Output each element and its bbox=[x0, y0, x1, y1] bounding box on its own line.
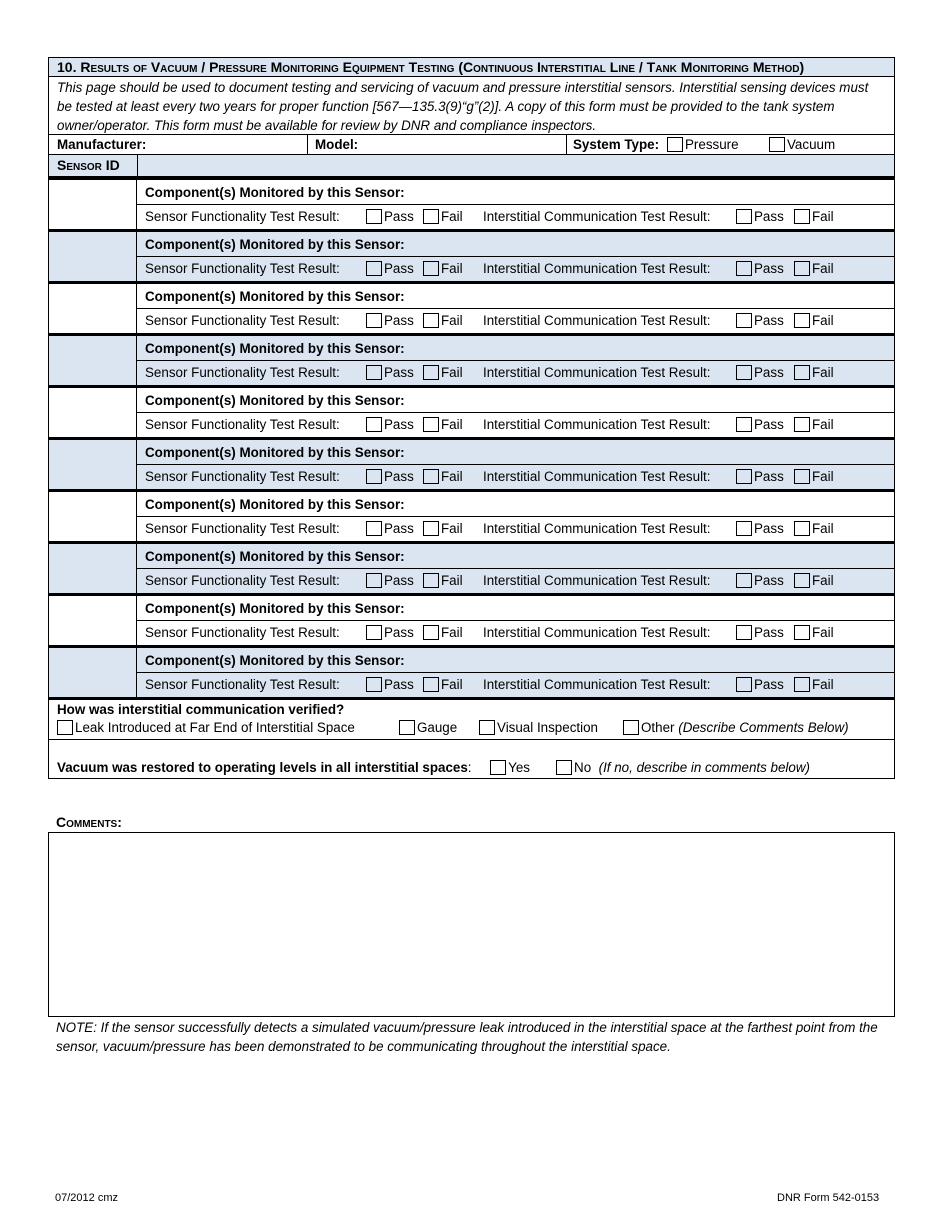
sensor-row bbox=[48, 593, 895, 645]
system-type-pressure-option[interactable]: Pressure bbox=[667, 135, 739, 154]
test-results-row bbox=[137, 257, 894, 281]
communication-fail-checkbox[interactable] bbox=[794, 521, 810, 536]
communication-pass-option[interactable]: Pass bbox=[736, 569, 784, 593]
sensor-id-input[interactable] bbox=[49, 596, 137, 645]
test-results-row bbox=[137, 621, 894, 645]
test-results-row bbox=[137, 413, 894, 437]
sensor-id-input[interactable] bbox=[49, 492, 137, 541]
functionality-label: Sensor Functionality Test Result: bbox=[145, 521, 340, 536]
functionality-pass-checkbox[interactable] bbox=[366, 677, 382, 692]
test-results-row bbox=[137, 309, 894, 333]
components-monitored-field[interactable] bbox=[137, 336, 894, 361]
yes-checkbox[interactable] bbox=[490, 760, 506, 775]
functionality-label: Sensor Functionality Test Result: bbox=[145, 573, 340, 588]
communication-label: Interstitial Communication Test Result: bbox=[483, 521, 711, 536]
components-monitored-label: Component(s) Monitored by this Sensor: bbox=[145, 549, 405, 564]
sensor-id-input[interactable] bbox=[49, 284, 137, 333]
functionality-fail-checkbox[interactable] bbox=[423, 417, 439, 432]
communication-fail-checkbox[interactable] bbox=[794, 365, 810, 380]
communication-fail-option[interactable]: Fail bbox=[794, 413, 834, 437]
communication-fail-option[interactable]: Fail bbox=[794, 569, 834, 593]
communication-fail-option[interactable]: Fail bbox=[794, 465, 834, 489]
components-monitored-field[interactable] bbox=[137, 492, 894, 517]
functionality-label: Sensor Functionality Test Result: bbox=[145, 417, 340, 432]
communication-pass-option[interactable]: Pass bbox=[736, 621, 784, 645]
sensor-id-input[interactable] bbox=[49, 180, 137, 229]
section-title-text: Results of Vacuum / Pressure Monitoring Equipment Testing bbox=[80, 59, 455, 75]
components-monitored-field[interactable] bbox=[137, 544, 894, 569]
functionality-fail-checkbox[interactable] bbox=[423, 313, 439, 328]
test-results-row bbox=[137, 517, 894, 541]
functionality-fail-checkbox[interactable] bbox=[423, 469, 439, 484]
option-gauge[interactable]: Gauge bbox=[399, 719, 457, 737]
comments-textarea[interactable] bbox=[48, 832, 895, 1017]
functionality-pass-option[interactable]: Pass bbox=[366, 465, 414, 489]
functionality-fail-option[interactable]: Fail bbox=[423, 205, 463, 229]
sensor-row bbox=[48, 385, 895, 437]
sensor-row bbox=[48, 177, 895, 229]
communication-label: Interstitial Communication Test Result: bbox=[483, 313, 711, 328]
option-visual-inspection[interactable]: Visual Inspection bbox=[479, 719, 598, 737]
no-checkbox[interactable] bbox=[556, 760, 572, 775]
functionality-label: Sensor Functionality Test Result: bbox=[145, 365, 340, 380]
functionality-fail-option[interactable]: Fail bbox=[423, 465, 463, 489]
functionality-fail-checkbox[interactable] bbox=[423, 573, 439, 588]
section-number: 10. bbox=[57, 59, 77, 75]
functionality-fail-option[interactable]: Fail bbox=[423, 413, 463, 437]
manufacturer-label: Manufacturer: bbox=[57, 137, 147, 152]
functionality-fail-option[interactable]: Fail bbox=[423, 673, 463, 697]
functionality-label: Sensor Functionality Test Result: bbox=[145, 313, 340, 328]
functionality-label: Sensor Functionality Test Result: bbox=[145, 677, 340, 692]
functionality-fail-checkbox[interactable] bbox=[423, 677, 439, 692]
components-monitored-label: Component(s) Monitored by this Sensor: bbox=[145, 497, 405, 512]
communication-label: Interstitial Communication Test Result: bbox=[483, 677, 711, 692]
functionality-pass-option[interactable]: Pass bbox=[366, 569, 414, 593]
communication-fail-checkbox[interactable] bbox=[794, 677, 810, 692]
communication-pass-checkbox[interactable] bbox=[736, 625, 752, 640]
functionality-fail-checkbox[interactable] bbox=[423, 521, 439, 536]
gauge-checkbox[interactable] bbox=[399, 720, 415, 735]
functionality-pass-checkbox[interactable] bbox=[366, 261, 382, 276]
components-monitored-label: Component(s) Monitored by this Sensor: bbox=[145, 445, 405, 460]
communication-fail-checkbox[interactable] bbox=[794, 573, 810, 588]
sensor-id-input[interactable] bbox=[49, 232, 137, 281]
functionality-fail-checkbox[interactable] bbox=[423, 365, 439, 380]
communication-pass-option[interactable]: Pass bbox=[736, 465, 784, 489]
communication-pass-option[interactable]: Pass bbox=[736, 205, 784, 229]
functionality-fail-option[interactable]: Fail bbox=[423, 257, 463, 281]
communication-fail-checkbox[interactable] bbox=[794, 469, 810, 484]
communication-pass-checkbox[interactable] bbox=[736, 521, 752, 536]
communication-pass-checkbox[interactable] bbox=[736, 677, 752, 692]
system-type-vacuum-option[interactable]: Vacuum bbox=[769, 135, 835, 154]
communication-pass-checkbox[interactable] bbox=[736, 469, 752, 484]
functionality-pass-option[interactable]: Pass bbox=[366, 517, 414, 541]
sensor-row bbox=[48, 281, 895, 333]
communication-fail-option[interactable]: Fail bbox=[794, 205, 834, 229]
pressure-checkbox[interactable] bbox=[667, 137, 683, 152]
section-subtitle: (Continuous Interstitial Line / Tank Monitoring Method) bbox=[458, 59, 805, 75]
communication-pass-option[interactable]: Pass bbox=[736, 309, 784, 333]
functionality-pass-checkbox[interactable] bbox=[366, 625, 382, 640]
communication-fail-checkbox[interactable] bbox=[794, 209, 810, 224]
test-results-row bbox=[137, 569, 894, 593]
components-monitored-field[interactable] bbox=[137, 232, 894, 257]
communication-fail-option[interactable]: Fail bbox=[794, 361, 834, 385]
sensor-id-input[interactable] bbox=[49, 388, 137, 437]
functionality-label: Sensor Functionality Test Result: bbox=[145, 625, 340, 640]
leak-introduced-checkbox[interactable] bbox=[57, 720, 73, 735]
functionality-fail-checkbox[interactable] bbox=[423, 209, 439, 224]
communication-fail-option[interactable]: Fail bbox=[794, 673, 834, 697]
sensor-id-input[interactable] bbox=[49, 440, 137, 489]
components-monitored-field[interactable] bbox=[137, 284, 894, 309]
communication-label: Interstitial Communication Test Result: bbox=[483, 625, 711, 640]
sensor-row bbox=[48, 229, 895, 281]
test-results-row bbox=[137, 205, 894, 229]
verification-section bbox=[48, 700, 895, 779]
communication-pass-checkbox[interactable] bbox=[736, 417, 752, 432]
no-note: (If no, describe in comments below) bbox=[598, 760, 810, 775]
communication-fail-option[interactable]: Fail bbox=[794, 257, 834, 281]
components-monitored-label: Component(s) Monitored by this Sensor: bbox=[145, 237, 405, 252]
communication-pass-checkbox[interactable] bbox=[736, 209, 752, 224]
functionality-pass-option[interactable]: Pass bbox=[366, 621, 414, 645]
communication-pass-checkbox[interactable] bbox=[736, 365, 752, 380]
other-note: (Describe Comments Below) bbox=[678, 720, 849, 735]
functionality-pass-option[interactable]: Pass bbox=[366, 309, 414, 333]
vacuum-restored-statement: Vacuum was restored to operating levels in all interstitial spaces bbox=[57, 760, 468, 775]
communication-fail-option[interactable]: Fail bbox=[794, 309, 834, 333]
test-results-row bbox=[137, 361, 894, 385]
communication-pass-option[interactable]: Pass bbox=[736, 361, 784, 385]
functionality-fail-checkbox[interactable] bbox=[423, 261, 439, 276]
sensor-row bbox=[48, 333, 895, 385]
components-monitored-label: Component(s) Monitored by this Sensor: bbox=[145, 653, 405, 668]
test-results-row bbox=[137, 465, 894, 489]
sensor-id-input[interactable] bbox=[49, 648, 137, 697]
communication-label: Interstitial Communication Test Result: bbox=[483, 261, 711, 276]
communication-label: Interstitial Communication Test Result: bbox=[483, 417, 711, 432]
functionality-pass-option[interactable]: Pass bbox=[366, 413, 414, 437]
functionality-pass-option[interactable]: Pass bbox=[366, 257, 414, 281]
components-monitored-label: Component(s) Monitored by this Sensor: bbox=[145, 393, 405, 408]
communication-pass-checkbox[interactable] bbox=[736, 313, 752, 328]
sensor-id-header: Sensor ID bbox=[57, 157, 120, 173]
sensor-row bbox=[48, 437, 895, 489]
functionality-fail-checkbox[interactable] bbox=[423, 625, 439, 640]
footer-form-number: DNR Form 542-0153 bbox=[777, 1192, 880, 1204]
communication-pass-option[interactable]: Pass bbox=[736, 517, 784, 541]
communication-pass-option[interactable]: Pass bbox=[736, 257, 784, 281]
sensor-id-input[interactable] bbox=[49, 336, 137, 385]
communication-label: Interstitial Communication Test Result: bbox=[483, 209, 711, 224]
communication-label: Interstitial Communication Test Result: bbox=[483, 573, 711, 588]
test-results-row bbox=[137, 673, 894, 697]
equipment-info-row bbox=[48, 135, 895, 155]
sensor-row bbox=[48, 489, 895, 541]
components-monitored-label: Component(s) Monitored by this Sensor: bbox=[145, 289, 405, 304]
communication-fail-checkbox[interactable] bbox=[794, 417, 810, 432]
intro-text: This page should be used to document testing and servicing of vacuum and pressure interstitial sensors. Interstitial sensing devices must be tested at least every two years for proper function [567—135.3(9)“g”(2)]. A copy of this form must be provided to the tank system owner/operator. This form must be available for review by DNR and compliance inspectors. bbox=[48, 77, 895, 135]
system-type-label: System Type: bbox=[573, 137, 660, 152]
components-monitored-field[interactable] bbox=[137, 648, 894, 673]
communication-label: Interstitial Communication Test Result: bbox=[483, 365, 711, 380]
functionality-fail-option[interactable]: Fail bbox=[423, 517, 463, 541]
functionality-pass-option[interactable]: Pass bbox=[366, 361, 414, 385]
no-label: No bbox=[574, 760, 592, 775]
functionality-label: Sensor Functionality Test Result: bbox=[145, 469, 340, 484]
sensor-table-header bbox=[48, 155, 895, 177]
functionality-pass-checkbox[interactable] bbox=[366, 573, 382, 588]
functionality-pass-checkbox[interactable] bbox=[366, 521, 382, 536]
functionality-pass-checkbox[interactable] bbox=[366, 469, 382, 484]
functionality-pass-checkbox[interactable] bbox=[366, 209, 382, 224]
components-monitored-label: Component(s) Monitored by this Sensor: bbox=[145, 341, 405, 356]
functionality-pass-checkbox[interactable] bbox=[366, 313, 382, 328]
communication-pass-checkbox[interactable] bbox=[736, 573, 752, 588]
verification-question: How was interstitial communication verified? bbox=[57, 702, 345, 717]
functionality-pass-checkbox[interactable] bbox=[366, 417, 382, 432]
components-monitored-field[interactable] bbox=[137, 440, 894, 465]
option-leak-introduced[interactable]: Leak Introduced at Far End of Interstitial Space bbox=[57, 719, 355, 737]
functionality-pass-checkbox[interactable] bbox=[366, 365, 382, 380]
functionality-label: Sensor Functionality Test Result: bbox=[145, 261, 340, 276]
vacuum-restored-row: Vacuum was restored to operating levels in all interstitial spaces: Yes No (If no, describe in comments below) bbox=[57, 760, 810, 775]
communication-fail-checkbox[interactable] bbox=[794, 625, 810, 640]
communication-fail-option[interactable]: Fail bbox=[794, 621, 834, 645]
communication-pass-option[interactable]: Pass bbox=[736, 413, 784, 437]
communication-pass-option[interactable]: Pass bbox=[736, 673, 784, 697]
vacuum-checkbox[interactable] bbox=[769, 137, 785, 152]
functionality-fail-option[interactable]: Fail bbox=[423, 621, 463, 645]
option-other[interactable]: Other (Describe Comments Below) bbox=[623, 719, 849, 737]
visual-inspection-checkbox[interactable] bbox=[479, 720, 495, 735]
components-monitored-label: Component(s) Monitored by this Sensor: bbox=[145, 601, 405, 616]
functionality-fail-option[interactable]: Fail bbox=[423, 309, 463, 333]
components-monitored-field[interactable] bbox=[137, 596, 894, 621]
sensor-id-input[interactable] bbox=[49, 544, 137, 593]
model-label: Model: bbox=[315, 137, 359, 152]
functionality-fail-option[interactable]: Fail bbox=[423, 569, 463, 593]
functionality-label: Sensor Functionality Test Result: bbox=[145, 209, 340, 224]
comments-label: Comments: bbox=[56, 814, 122, 830]
communication-label: Interstitial Communication Test Result: bbox=[483, 469, 711, 484]
functionality-pass-option[interactable]: Pass bbox=[366, 673, 414, 697]
communication-fail-option[interactable]: Fail bbox=[794, 517, 834, 541]
components-monitored-field[interactable] bbox=[137, 388, 894, 413]
communication-fail-checkbox[interactable] bbox=[794, 261, 810, 276]
functionality-fail-option[interactable]: Fail bbox=[423, 361, 463, 385]
yes-label: Yes bbox=[508, 760, 530, 775]
components-monitored-label: Component(s) Monitored by this Sensor: bbox=[145, 185, 405, 200]
footer-date: 07/2012 cmz bbox=[55, 1192, 118, 1204]
functionality-pass-option[interactable]: Pass bbox=[366, 205, 414, 229]
other-checkbox[interactable] bbox=[623, 720, 639, 735]
communication-fail-checkbox[interactable] bbox=[794, 313, 810, 328]
communication-pass-checkbox[interactable] bbox=[736, 261, 752, 276]
sensor-row bbox=[48, 645, 895, 697]
section-title bbox=[48, 57, 895, 77]
sensor-row bbox=[48, 541, 895, 593]
note-text: NOTE: If the sensor successfully detects a simulated vacuum/pressure leak introduced in the interstitial space at the farthest point from the sensor, vacuum/pressure has been demonstrated to be communicating throughout the interstitial space. bbox=[56, 1020, 878, 1054]
components-monitored-field[interactable] bbox=[137, 180, 894, 205]
